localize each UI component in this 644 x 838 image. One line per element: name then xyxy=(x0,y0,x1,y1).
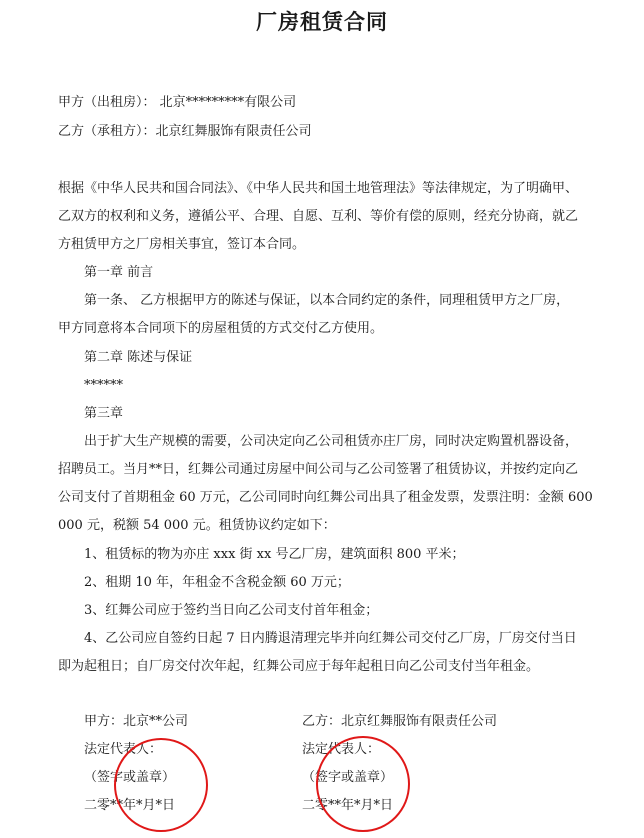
chapter-3-heading: 第三章 xyxy=(84,406,124,421)
preamble-line: 方租赁甲方之厂房相关事宜，签订本合同。 xyxy=(58,237,306,252)
party-b-sign-or-seal: （签字或盖章） xyxy=(302,770,394,785)
party-b-signature-name: 乙方：北京红舞服饰有限责任公司 xyxy=(302,714,498,729)
chapter-2-heading: 第二章 陈述与保证 xyxy=(84,350,193,365)
redacted-placeholder: ****** xyxy=(84,378,123,393)
document-title: 厂房租赁合同 xyxy=(256,10,388,34)
chapter-3-line: 公司支付了首期租金 60 万元，乙公司同时向红舞公司出具了租金发票，发票注明：金额 600 xyxy=(58,490,593,505)
party-a-stamp-circle xyxy=(114,738,208,832)
party-a-line: 甲方（出租房）： 北京*********有限公司 xyxy=(58,95,297,110)
party-b-legal-rep: 法定代表人： xyxy=(302,742,381,757)
party-b-line: 乙方（承租方）：北京红舞服饰有限责任公司 xyxy=(58,124,312,139)
term-item: 1、租赁标的物为亦庄 xxx 街 xx 号乙厂房，建筑面积 800 平米； xyxy=(84,547,465,562)
party-b-stamp-circle xyxy=(316,736,410,832)
chapter-3-line: 出于扩大生产规模的需要，公司决定向乙公司租赁亦庄厂房，同时决定购置机器设备， xyxy=(84,434,579,449)
party-a-signature-name: 甲方：北京**公司 xyxy=(84,714,189,729)
party-b-date: 二零**年*月*日 xyxy=(302,798,394,813)
chapter-3-line: 招聘员工。当月**日，红舞公司通过房屋中间公司与乙公司签署了租赁协议，并按约定向乙 xyxy=(58,462,579,477)
article-1-line: 甲方同意将本合同项下的房屋租赁的方式交付乙方使用。 xyxy=(58,321,384,336)
chapter-1-heading: 第一章 前言 xyxy=(84,265,154,280)
term-item: 2、租期 10 年，年租金不含税金额 60 万元； xyxy=(84,575,350,590)
preamble-line: 乙双方的权利和义务，遵循公平、合理、自愿、互利、等价有偿的原则，经充分协商，就乙 xyxy=(58,209,579,224)
term-item: 4、乙公司应自签约日起 7 日内腾退清理完毕并向红舞公司交付乙厂房，厂房交付当日 xyxy=(84,631,577,646)
preamble-line: 根据《中华人民共和国合同法》、《中华人民共和国土地管理法》等法律规定，为了明确甲、 xyxy=(58,181,579,196)
party-a-legal-rep: 法定代表人： xyxy=(84,742,163,757)
chapter-3-line: 000 元，税额 54 000 元。租赁协议约定如下： xyxy=(58,518,336,533)
term-item: 3、红舞公司应于签约当日向乙公司支付首年租金； xyxy=(84,603,379,618)
party-a-sign-or-seal: （签字或盖章） xyxy=(84,770,176,785)
article-1-line: 第一条、 乙方根据甲方的陈述与保证，以本合同约定的条件，同理租赁甲方之厂房， xyxy=(84,293,570,308)
party-a-date: 二零**年*月*日 xyxy=(84,798,176,813)
term-item: 即为起租日；自厂房交付次年起，红舞公司应于每年起租日向乙公司支付当年租金。 xyxy=(58,659,540,674)
